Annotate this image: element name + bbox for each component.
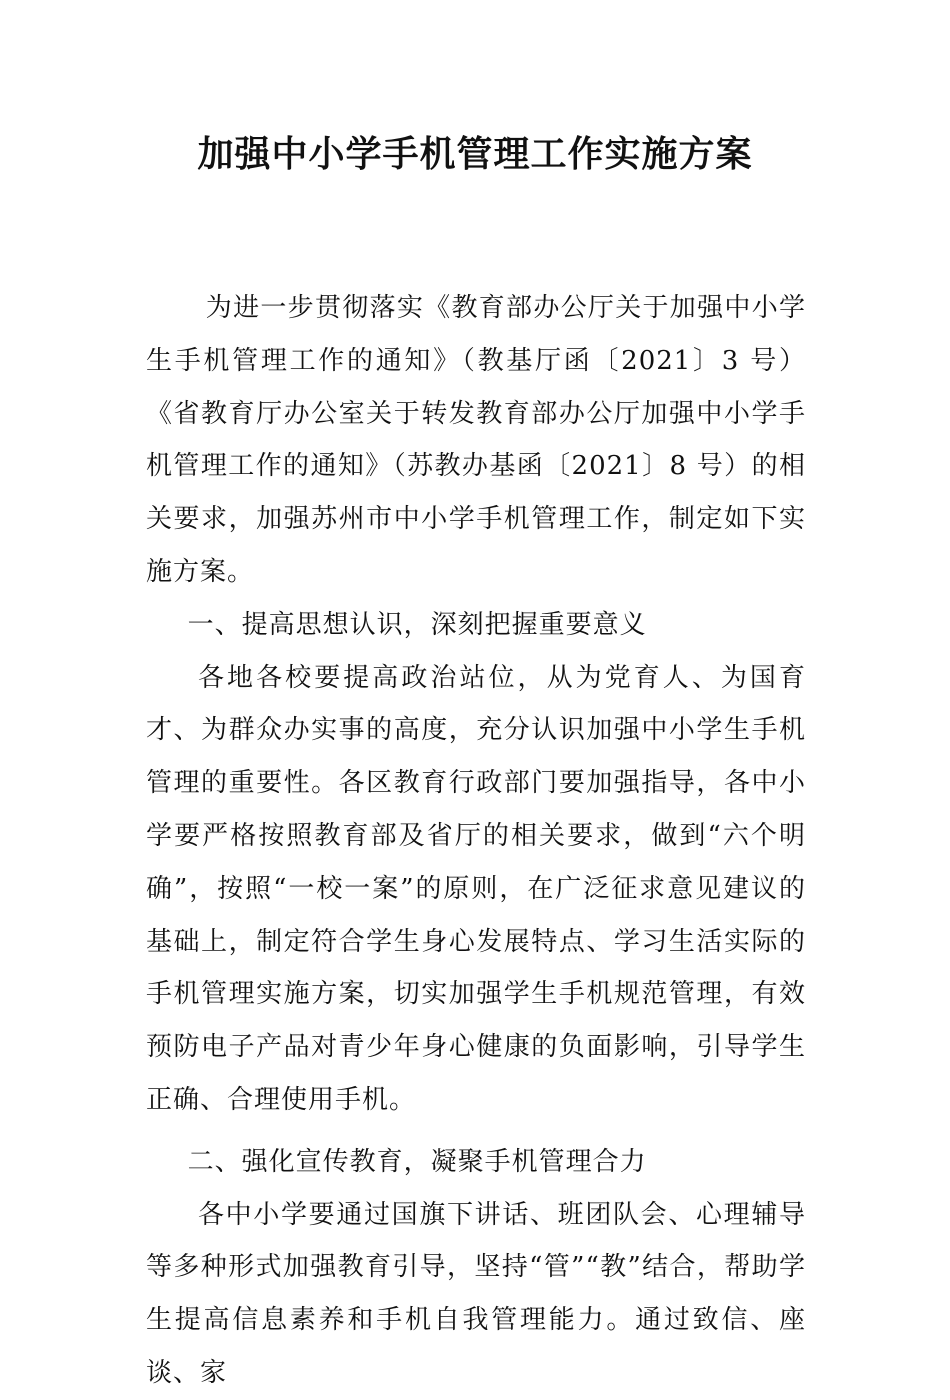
section-2-paragraph: 各中小学要通过国旗下讲话、班团队会、心理辅导等多种形式加强教育引导，坚持“管”“教”结合，帮助学生提高信息素养和手机自我管理能力。通过致信、座谈、家 (146, 1199, 806, 1388)
document-body (146, 282, 806, 1400)
document-title: 加强中小学手机管理工作实施方案 (197, 133, 753, 175)
section-1-heading: 一、提高思想认识，深刻把握重要意义 (187, 609, 647, 640)
section-2-heading: 二、强化宣传教育，凝聚手机管理合力 (187, 1146, 647, 1177)
section-1-paragraph: 各地各校要提高政治站位，从为党育人、为国育才、为群众办实事的高度，充分认识加强中小学生手机管理的重要性。各区教育行政部门要加强指导，各中小学要严格按照教育部及省厅的相关要求，做到“六个明确”，按照“一校一案”的原则，在广泛征求意见建议的基础上，制定符合学生身心发展特点、学习生活实际的手机管理实施方案，切实加强学生手机规范管理，有效预防电子产品对青少年身心健康的负面影响，引导学生正确、合理使用手机。 (146, 662, 806, 1115)
intro-paragraph: 为进一步贯彻落实《教育部办公厅关于加强中小学生手机管理工作的通知》（教基厅函〔2021〕3 号）《省教育厅办公室关于转发教育部办公厅加强中小学手机管理工作的通知》（苏教办基函〔2021〕8 号）的相关要求，加强苏州市中小学手机管理工作，制定如下实施方案。 (146, 293, 806, 587)
